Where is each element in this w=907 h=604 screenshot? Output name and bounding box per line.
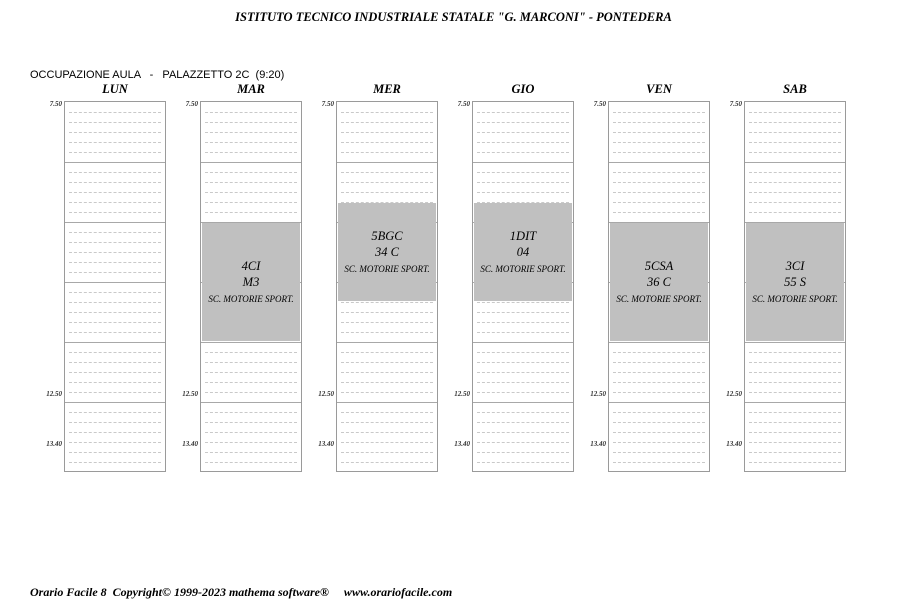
slot-divider bbox=[613, 202, 705, 203]
hour-divider bbox=[337, 402, 437, 403]
slot-divider bbox=[477, 412, 569, 413]
day-column-gio bbox=[472, 82, 574, 474]
slot-divider bbox=[69, 122, 161, 123]
time-label: 7.50 bbox=[593, 100, 606, 108]
slot-divider bbox=[477, 322, 569, 323]
day-grid bbox=[336, 101, 438, 472]
slot-divider bbox=[477, 192, 569, 193]
slot-divider bbox=[205, 442, 297, 443]
slot-divider bbox=[477, 332, 569, 333]
slot-divider bbox=[69, 192, 161, 193]
day-column-ven bbox=[608, 82, 710, 474]
slot-divider bbox=[749, 362, 841, 363]
day-grid bbox=[608, 101, 710, 472]
slot-divider bbox=[477, 312, 569, 313]
slot-divider bbox=[69, 212, 161, 213]
slot-divider bbox=[205, 412, 297, 413]
slot-divider bbox=[749, 172, 841, 173]
time-label: 13.40 bbox=[726, 440, 742, 448]
lesson-room: 04 bbox=[516, 245, 530, 259]
slot-divider bbox=[749, 372, 841, 373]
slot-divider bbox=[477, 132, 569, 133]
slot-divider bbox=[69, 442, 161, 443]
slot-divider bbox=[205, 202, 297, 203]
room-occupancy-caption: OCCUPAZIONE AULA - PALAZZETTO 2C (9:20) bbox=[30, 69, 285, 81]
slot-divider bbox=[477, 422, 569, 423]
day-column-mer bbox=[336, 82, 438, 474]
slot-divider bbox=[69, 232, 161, 233]
time-label: 12.50 bbox=[454, 390, 470, 398]
lesson-block[interactable] bbox=[746, 223, 844, 341]
slot-divider bbox=[613, 142, 705, 143]
slot-divider bbox=[341, 302, 433, 303]
school-title: ISTITUTO TECNICO INDUSTRIALE STATALE "G. MARCONI" - PONTEDERA bbox=[235, 10, 672, 24]
slot-divider bbox=[477, 172, 569, 173]
slot-divider bbox=[613, 212, 705, 213]
slot-divider bbox=[477, 372, 569, 373]
slot-divider bbox=[341, 462, 433, 463]
slot-divider bbox=[205, 172, 297, 173]
slot-divider bbox=[477, 122, 569, 123]
slot-divider bbox=[749, 122, 841, 123]
slot-divider bbox=[341, 182, 433, 183]
lesson-subject: SC. MOTORIE SPORT. bbox=[480, 264, 566, 274]
day-grid bbox=[472, 101, 574, 472]
hour-divider bbox=[337, 342, 437, 343]
slot-divider bbox=[749, 152, 841, 153]
slot-divider bbox=[205, 432, 297, 433]
slot-divider bbox=[749, 432, 841, 433]
time-label: 12.50 bbox=[46, 390, 62, 398]
slot-divider bbox=[341, 122, 433, 123]
lesson-class: 1DIT bbox=[509, 229, 537, 243]
slot-divider bbox=[69, 462, 161, 463]
slot-divider bbox=[341, 412, 433, 413]
slot-divider bbox=[613, 422, 705, 423]
slot-divider bbox=[205, 182, 297, 183]
slot-divider bbox=[613, 382, 705, 383]
slot-divider bbox=[613, 192, 705, 193]
slot-divider bbox=[613, 462, 705, 463]
time-label: 13.40 bbox=[182, 440, 198, 448]
hour-divider bbox=[201, 402, 301, 403]
slot-divider bbox=[69, 152, 161, 153]
slot-divider bbox=[69, 352, 161, 353]
time-label: 7.50 bbox=[185, 100, 198, 108]
slot-divider bbox=[749, 462, 841, 463]
slot-divider bbox=[341, 192, 433, 193]
slot-divider bbox=[205, 112, 297, 113]
lesson-room: 55 S bbox=[784, 275, 806, 289]
slot-divider bbox=[749, 182, 841, 183]
time-label: 12.50 bbox=[590, 390, 606, 398]
day-header: MER bbox=[373, 82, 401, 96]
slot-divider bbox=[205, 132, 297, 133]
slot-divider bbox=[749, 112, 841, 113]
hour-divider bbox=[201, 162, 301, 163]
slot-divider bbox=[205, 212, 297, 213]
hour-divider bbox=[609, 162, 709, 163]
slot-divider bbox=[477, 382, 569, 383]
slot-divider bbox=[69, 372, 161, 373]
slot-divider bbox=[613, 112, 705, 113]
slot-divider bbox=[613, 122, 705, 123]
slot-divider bbox=[477, 182, 569, 183]
slot-divider bbox=[69, 272, 161, 273]
slot-divider bbox=[341, 442, 433, 443]
lesson-room: 36 C bbox=[647, 275, 671, 289]
slot-divider bbox=[341, 422, 433, 423]
hour-divider bbox=[473, 402, 573, 403]
slot-divider bbox=[341, 372, 433, 373]
slot-divider bbox=[613, 432, 705, 433]
slot-divider bbox=[341, 312, 433, 313]
hour-divider bbox=[201, 342, 301, 343]
day-grid bbox=[200, 101, 302, 472]
slot-divider bbox=[69, 242, 161, 243]
lesson-block[interactable] bbox=[474, 203, 572, 301]
slot-divider bbox=[613, 172, 705, 173]
slot-divider bbox=[69, 432, 161, 433]
slot-divider bbox=[69, 332, 161, 333]
slot-divider bbox=[613, 362, 705, 363]
day-header: LUN bbox=[102, 82, 128, 96]
day-header: GIO bbox=[511, 82, 535, 96]
slot-divider bbox=[69, 412, 161, 413]
slot-divider bbox=[613, 132, 705, 133]
slot-divider bbox=[477, 392, 569, 393]
slot-divider bbox=[69, 172, 161, 173]
time-label: 12.50 bbox=[726, 390, 742, 398]
time-label: 12.50 bbox=[182, 390, 198, 398]
hour-divider bbox=[65, 342, 165, 343]
slot-divider bbox=[613, 182, 705, 183]
slot-divider bbox=[749, 212, 841, 213]
hour-divider bbox=[609, 342, 709, 343]
lesson-class: 5BGC bbox=[371, 229, 403, 243]
slot-divider bbox=[477, 112, 569, 113]
slot-divider bbox=[477, 302, 569, 303]
slot-divider bbox=[205, 462, 297, 463]
slot-divider bbox=[613, 152, 705, 153]
hour-divider bbox=[65, 282, 165, 283]
slot-divider bbox=[749, 452, 841, 453]
slot-divider bbox=[205, 362, 297, 363]
slot-divider bbox=[341, 362, 433, 363]
slot-divider bbox=[69, 452, 161, 453]
slot-divider bbox=[477, 442, 569, 443]
slot-divider bbox=[69, 312, 161, 313]
slot-divider bbox=[341, 112, 433, 113]
day-grid bbox=[64, 101, 166, 472]
hour-divider bbox=[65, 162, 165, 163]
slot-divider bbox=[205, 122, 297, 123]
slot-divider bbox=[477, 352, 569, 353]
slot-divider bbox=[749, 192, 841, 193]
slot-divider bbox=[69, 252, 161, 253]
slot-divider bbox=[69, 132, 161, 133]
hour-divider bbox=[337, 162, 437, 163]
slot-divider bbox=[749, 142, 841, 143]
hour-divider bbox=[745, 402, 845, 403]
lesson-subject: SC. MOTORIE SPORT. bbox=[208, 294, 294, 304]
slot-divider bbox=[477, 452, 569, 453]
slot-divider bbox=[69, 362, 161, 363]
lesson-class: 4CI bbox=[241, 259, 261, 273]
hour-divider bbox=[65, 402, 165, 403]
day-grid bbox=[744, 101, 846, 472]
slot-divider bbox=[749, 382, 841, 383]
slot-divider bbox=[205, 392, 297, 393]
slot-divider bbox=[749, 412, 841, 413]
lesson-block[interactable] bbox=[202, 223, 300, 341]
time-label: 7.50 bbox=[321, 100, 334, 108]
slot-divider bbox=[341, 172, 433, 173]
lesson-subject: SC. MOTORIE SPORT. bbox=[616, 294, 702, 304]
hour-divider bbox=[745, 342, 845, 343]
slot-divider bbox=[341, 332, 433, 333]
time-label: 12.50 bbox=[318, 390, 334, 398]
slot-divider bbox=[613, 412, 705, 413]
lesson-subject: SC. MOTORIE SPORT. bbox=[344, 264, 430, 274]
hour-divider bbox=[745, 162, 845, 163]
slot-divider bbox=[205, 142, 297, 143]
slot-divider bbox=[341, 452, 433, 453]
slot-divider bbox=[341, 432, 433, 433]
hour-divider bbox=[473, 162, 573, 163]
lesson-class: 3CI bbox=[785, 259, 805, 273]
day-header: MAR bbox=[237, 82, 265, 96]
lesson-room: 34 C bbox=[375, 245, 399, 259]
slot-divider bbox=[205, 352, 297, 353]
time-label: 13.40 bbox=[46, 440, 62, 448]
slot-divider bbox=[341, 352, 433, 353]
slot-divider bbox=[613, 372, 705, 373]
slot-divider bbox=[613, 452, 705, 453]
slot-divider bbox=[477, 462, 569, 463]
lesson-room: M3 bbox=[242, 275, 260, 289]
time-label: 13.40 bbox=[590, 440, 606, 448]
lesson-block[interactable] bbox=[610, 223, 708, 341]
slot-divider bbox=[749, 392, 841, 393]
slot-divider bbox=[205, 192, 297, 193]
slot-divider bbox=[477, 432, 569, 433]
slot-divider bbox=[341, 322, 433, 323]
slot-divider bbox=[749, 202, 841, 203]
time-label: 13.40 bbox=[454, 440, 470, 448]
slot-divider bbox=[69, 182, 161, 183]
time-label: 7.50 bbox=[49, 100, 62, 108]
day-header: VEN bbox=[646, 82, 672, 96]
slot-divider bbox=[69, 112, 161, 113]
hour-divider bbox=[609, 402, 709, 403]
lesson-class: 5CSA bbox=[644, 259, 674, 273]
day-header: SAB bbox=[783, 82, 807, 96]
slot-divider bbox=[613, 352, 705, 353]
slot-divider bbox=[477, 362, 569, 363]
slot-divider bbox=[749, 132, 841, 133]
slot-divider bbox=[69, 292, 161, 293]
day-column-lun bbox=[64, 82, 166, 474]
time-label: 7.50 bbox=[729, 100, 742, 108]
slot-divider bbox=[205, 452, 297, 453]
slot-divider bbox=[69, 302, 161, 303]
time-label: 7.50 bbox=[457, 100, 470, 108]
slot-divider bbox=[205, 372, 297, 373]
slot-divider bbox=[477, 152, 569, 153]
slot-divider bbox=[69, 382, 161, 383]
slot-divider bbox=[205, 382, 297, 383]
time-label: 13.40 bbox=[318, 440, 334, 448]
footer-copyright: Orario Facile 8 Copyright© 1999-2023 mathema software® www.orariofacile.com bbox=[30, 585, 453, 599]
slot-divider bbox=[749, 352, 841, 353]
slot-divider bbox=[477, 142, 569, 143]
slot-divider bbox=[205, 152, 297, 153]
lesson-subject: SC. MOTORIE SPORT. bbox=[752, 294, 838, 304]
slot-divider bbox=[205, 422, 297, 423]
slot-divider bbox=[69, 142, 161, 143]
slot-divider bbox=[341, 392, 433, 393]
lesson-block[interactable] bbox=[338, 203, 436, 301]
day-column-sab bbox=[744, 82, 846, 474]
slot-divider bbox=[69, 422, 161, 423]
slot-divider bbox=[69, 262, 161, 263]
slot-divider bbox=[341, 152, 433, 153]
slot-divider bbox=[341, 382, 433, 383]
day-column-mar bbox=[200, 82, 302, 474]
slot-divider bbox=[749, 422, 841, 423]
slot-divider bbox=[749, 442, 841, 443]
hour-divider bbox=[473, 342, 573, 343]
slot-divider bbox=[341, 142, 433, 143]
hour-divider bbox=[65, 222, 165, 223]
slot-divider bbox=[69, 202, 161, 203]
slot-divider bbox=[613, 392, 705, 393]
slot-divider bbox=[341, 132, 433, 133]
slot-divider bbox=[613, 442, 705, 443]
slot-divider bbox=[69, 392, 161, 393]
slot-divider bbox=[69, 322, 161, 323]
